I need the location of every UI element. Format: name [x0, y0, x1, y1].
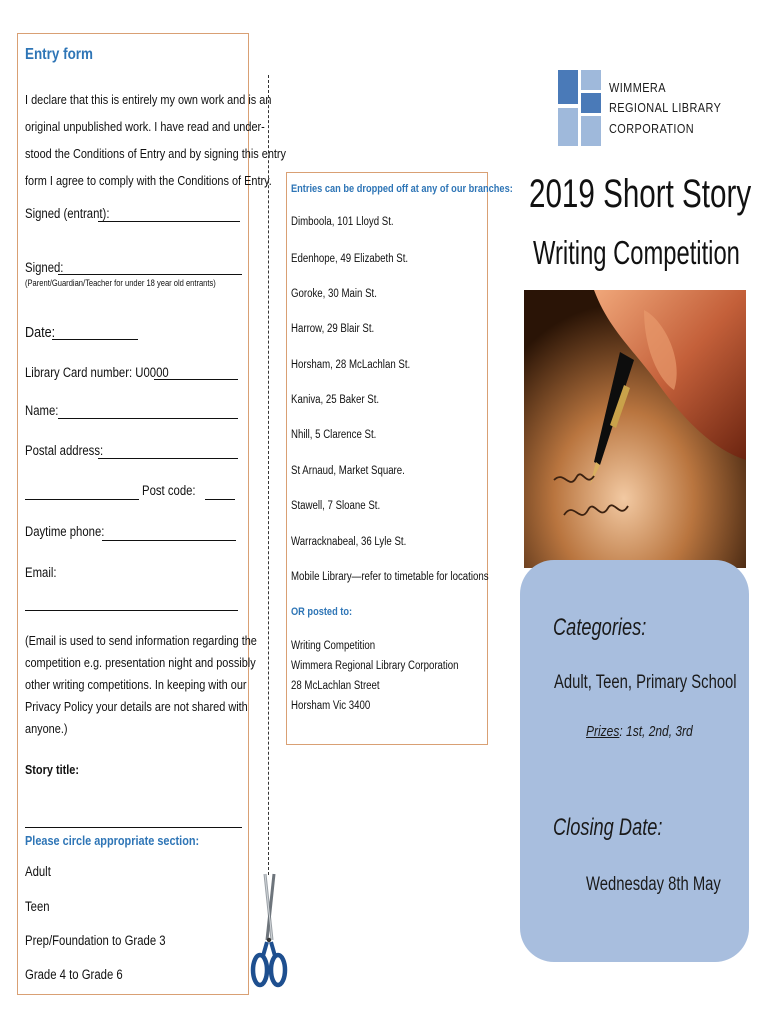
prizes-text — [586, 723, 719, 740]
email-field[interactable] — [25, 610, 238, 611]
section-prep-grade3[interactable]: Prep/Foundation to Grade 3 — [25, 933, 166, 948]
date-field[interactable] — [52, 339, 138, 340]
story-title-label: Story title: — [25, 762, 80, 777]
signed-entrant-label: Signed (entrant): — [25, 206, 110, 221]
name-label: Name: — [25, 403, 59, 418]
prizes-label: Prizes — [586, 723, 620, 740]
competition-subtitle: Writing Competition — [533, 234, 740, 271]
branch-item: Dimboola, 101 Lloyd St. — [291, 216, 394, 228]
postal-address-line: Wimmera Regional Library Corporation — [291, 660, 459, 672]
circle-section-label: Please circle appropriate section: — [25, 833, 200, 848]
section-adult[interactable]: Adult — [25, 864, 51, 879]
library-card-field[interactable] — [154, 379, 238, 380]
writing-hand-photo — [524, 290, 746, 568]
daytime-phone-field[interactable] — [102, 540, 236, 541]
branch-item: Harrow, 29 Blair St. — [291, 323, 375, 335]
logo-text-line: REGIONAL LIBRARY — [609, 100, 722, 115]
branch-item: Mobile Library—refer to timetable for locations — [291, 571, 489, 583]
postal-address-label: Postal address: — [25, 443, 104, 458]
signed-note: (Parent/Guardian/Teacher for under 18 year old entrants) — [25, 278, 216, 288]
signed-label: Signed: — [25, 260, 64, 275]
cut-line — [268, 75, 269, 875]
postal-address-line: Horsham Vic 3400 — [291, 700, 371, 712]
scissors-icon — [249, 870, 289, 992]
branch-item: Horsham, 28 McLachlan St. — [291, 359, 411, 371]
categories-label: Categories: — [553, 614, 647, 641]
branch-item: Nhill, 5 Clarence St. — [291, 429, 377, 441]
info-panel — [520, 560, 749, 962]
email-label: Email: — [25, 565, 57, 580]
signed-guardian-field[interactable] — [58, 274, 242, 275]
section-grade4-grade6[interactable]: Grade 4 to Grade 6 — [25, 967, 123, 982]
entry-form-title: Entry form — [25, 46, 93, 63]
logo-square-icon — [581, 116, 601, 146]
branch-item: Stawell, 7 Sloane St. — [291, 500, 381, 512]
name-field[interactable] — [58, 418, 238, 419]
logo-square-icon — [558, 70, 578, 104]
post-code-field[interactable] — [205, 499, 235, 500]
branches-box — [286, 172, 513, 745]
branches-heading: Entries can be dropped off at any of our branches: — [291, 183, 513, 195]
daytime-phone-label: Daytime phone: — [25, 524, 105, 539]
closing-date-value: Wednesday 8th May — [586, 874, 721, 895]
post-code-label: Post code: — [142, 483, 196, 498]
logo-square-icon — [581, 93, 601, 113]
logo-text-line: WIMMERA — [609, 80, 666, 95]
logo-square-icon — [581, 70, 601, 90]
competition-title: 2019 Short Story — [529, 172, 752, 216]
story-title-field[interactable] — [25, 827, 242, 828]
date-label: Date: — [25, 324, 56, 341]
branch-item: Warracknabeal, 36 Lyle St. — [291, 536, 407, 548]
prizes-value: : 1st, 2nd, 3rd — [619, 723, 693, 740]
library-card-label: Library Card number: U0000 — [25, 365, 169, 380]
declaration-text: I declare that this is entirely my own work and is an original unpublished work. I have read and under- stood the Conditions of Entry and by signing this entry form I agree to comply with the Conditions of Entry. — [25, 92, 287, 188]
categories-value: Adult, Teen, Primary School — [554, 672, 737, 693]
branch-item: Kaniva, 25 Baker St. — [291, 394, 380, 406]
postal-address-field[interactable] — [98, 458, 238, 459]
signed-entrant-field[interactable] — [98, 221, 240, 222]
logo-square-icon — [558, 108, 578, 146]
entry-form — [17, 33, 287, 995]
section-teen[interactable]: Teen — [25, 899, 50, 914]
branch-item: Goroke, 30 Main St. — [291, 288, 377, 300]
email-privacy-note: (Email is used to send information regarding the competition e.g. presentation night and possibly other writing competitions. In keeping with our Privacy Policy your details are not shared with anyone.) — [25, 633, 257, 736]
posted-heading: OR posted to: — [291, 606, 353, 618]
closing-date-label: Closing Date: — [553, 814, 663, 841]
logo-text-line: CORPORATION — [609, 121, 695, 136]
postal-address-line2-field[interactable] — [25, 499, 139, 500]
branch-item: St Arnaud, Market Square. — [291, 465, 405, 477]
postal-address-line: Writing Competition — [291, 640, 376, 652]
branch-item: Edenhope, 49 Elizabeth St. — [291, 253, 409, 265]
postal-address-line: 28 McLachlan Street — [291, 680, 380, 692]
